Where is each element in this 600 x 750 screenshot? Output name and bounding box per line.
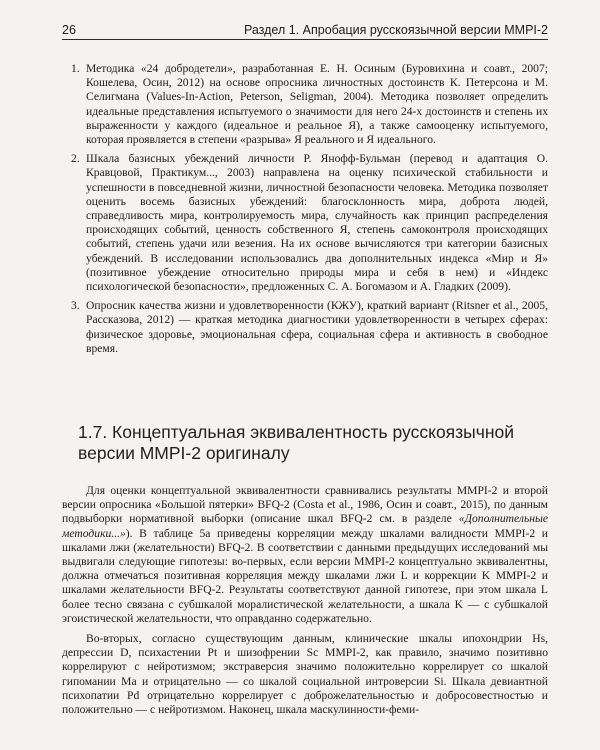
list-item (71, 299, 548, 356)
page-number: 26 (62, 23, 76, 37)
paragraph-text: Для оценки концептуальной эквивалентности сравнивались результаты MMPI-2 и второй версии опросника «Большой пятерки» BFQ-2 (Costa et al., 1986, Осин и соавт., 2015), по данным подвыборки нормативной выборки (описание шкал BFQ-2 см. в разделе (62, 484, 548, 526)
list-item (71, 62, 548, 147)
paragraph (62, 484, 548, 626)
section-title: 1.7. Концептуальная эквивалентность русскоязычной версии MMPI-2 оригиналу (78, 422, 515, 463)
methods-list (71, 62, 548, 356)
body-text (62, 484, 548, 723)
section-reference: «Дополнительные методики...» (62, 512, 548, 540)
methods-list-block (71, 62, 548, 361)
header-rule (62, 39, 548, 40)
list-item-text: Методика «24 добродетели», разработанная Е. Н. Осиным (Буровихина и соавт., 2007; Кошелева, Осин, 2012) на основе опросника личностных достоинств К. Петерсона и М. Селигмана (Values-In-Action, Peterson, Seligman, 2004). Методика позволяет определить идеальные представления испытуемого о значимости для него 24-х достоинств и степень их выраженности у каждого (идеальное и реальное Я), а также самооценку испытуемого, которая проявляется в степени «разрыва» Я реального и Я идеального. (86, 62, 548, 147)
paragraph-text: ). В таблице 5а приведены корреляции между шкалами валидности MMPI-2 и шкалами лжи (желательности) BFQ-2. В соответствии с данными предыдущих исследований мы выдвигали следующие гипотезы: во-первых, если версии MMPI-2 концептуально эквивалентны, должна отмечаться позитивная корреляция между шкалами лжи L и коррекции K MMPI-2 и шкалами желательности BFQ-2. Результаты соответствуют данной гипотезе, при этом шкала L более тесно связана с субшкалой моралистической желательности, а шкала K — с субшкалой эгоистической желательности, что оправданно содержательно. (62, 526, 548, 625)
running-title: Раздел 1. Апробация русскоязычной версии MMPI-2 (243, 23, 548, 37)
list-item-number: 1. (71, 62, 80, 75)
page-header (62, 20, 548, 40)
paragraph-text: Во-вторых, согласно существующим данным, клинические шкалы ипохондрии Hs, депрессии D, психастении Pt и шизофрении Sc MMPI-2, как правило, значимо позитивно коррелируют с нейротизмом; экстраверсия значимо положительно коррелирует со шкалой гипомании Ma и отрицательно — со шкалой социальной интроверсии Si. Шкала девиантной психопатии Pd отрицательно коррелирует с доброжелательностью и добросовестностью и положительно — с нейротизмом. Наконец, шкала маскулинности-феми- (62, 632, 548, 717)
list-item (71, 152, 548, 294)
list-item-number: 2. (71, 152, 80, 166)
list-item-text: Опросник качества жизни и удовлетворенности (КЖУ), краткий вариант (Ritsner et al., 2005, Рассказова, 2012) — краткая методика диагностики удовлетворенности в четырех сферах: физическое здоровье, эмоциональная сфера, социальная сфера и активность в свободное время. (86, 299, 548, 355)
paragraph (62, 632, 548, 717)
list-item-text: Шкала базисных убеждений личности Р. Янофф-Бульман (перевод и адаптация О. Кравцовой, Практикум..., 2003) направлена на оценку психической стабильности и успешности в повседневной жизни, личностной безопасности человека. Методика позволяет оценить восемь базисных убеждений: благосклонность мира, доброта людей, справедливость мира, контролируемость мира, случайность как принцип распределения происходящих событий, ценность собственного Я, степень самоконтроля происходящих событий, степень удачи или везения. На их основе вычисляются три категории базисных убеждений. В исследовании использовались два дополнительных индекса «Мир и Я» (позитивное убеждение относительно природы мира и себя в нем) и «Индекс психологической безопасности», предложенных С. А. Богомазом и А. Гладких (2009). (86, 152, 548, 294)
list-item-number: 3. (71, 299, 80, 313)
